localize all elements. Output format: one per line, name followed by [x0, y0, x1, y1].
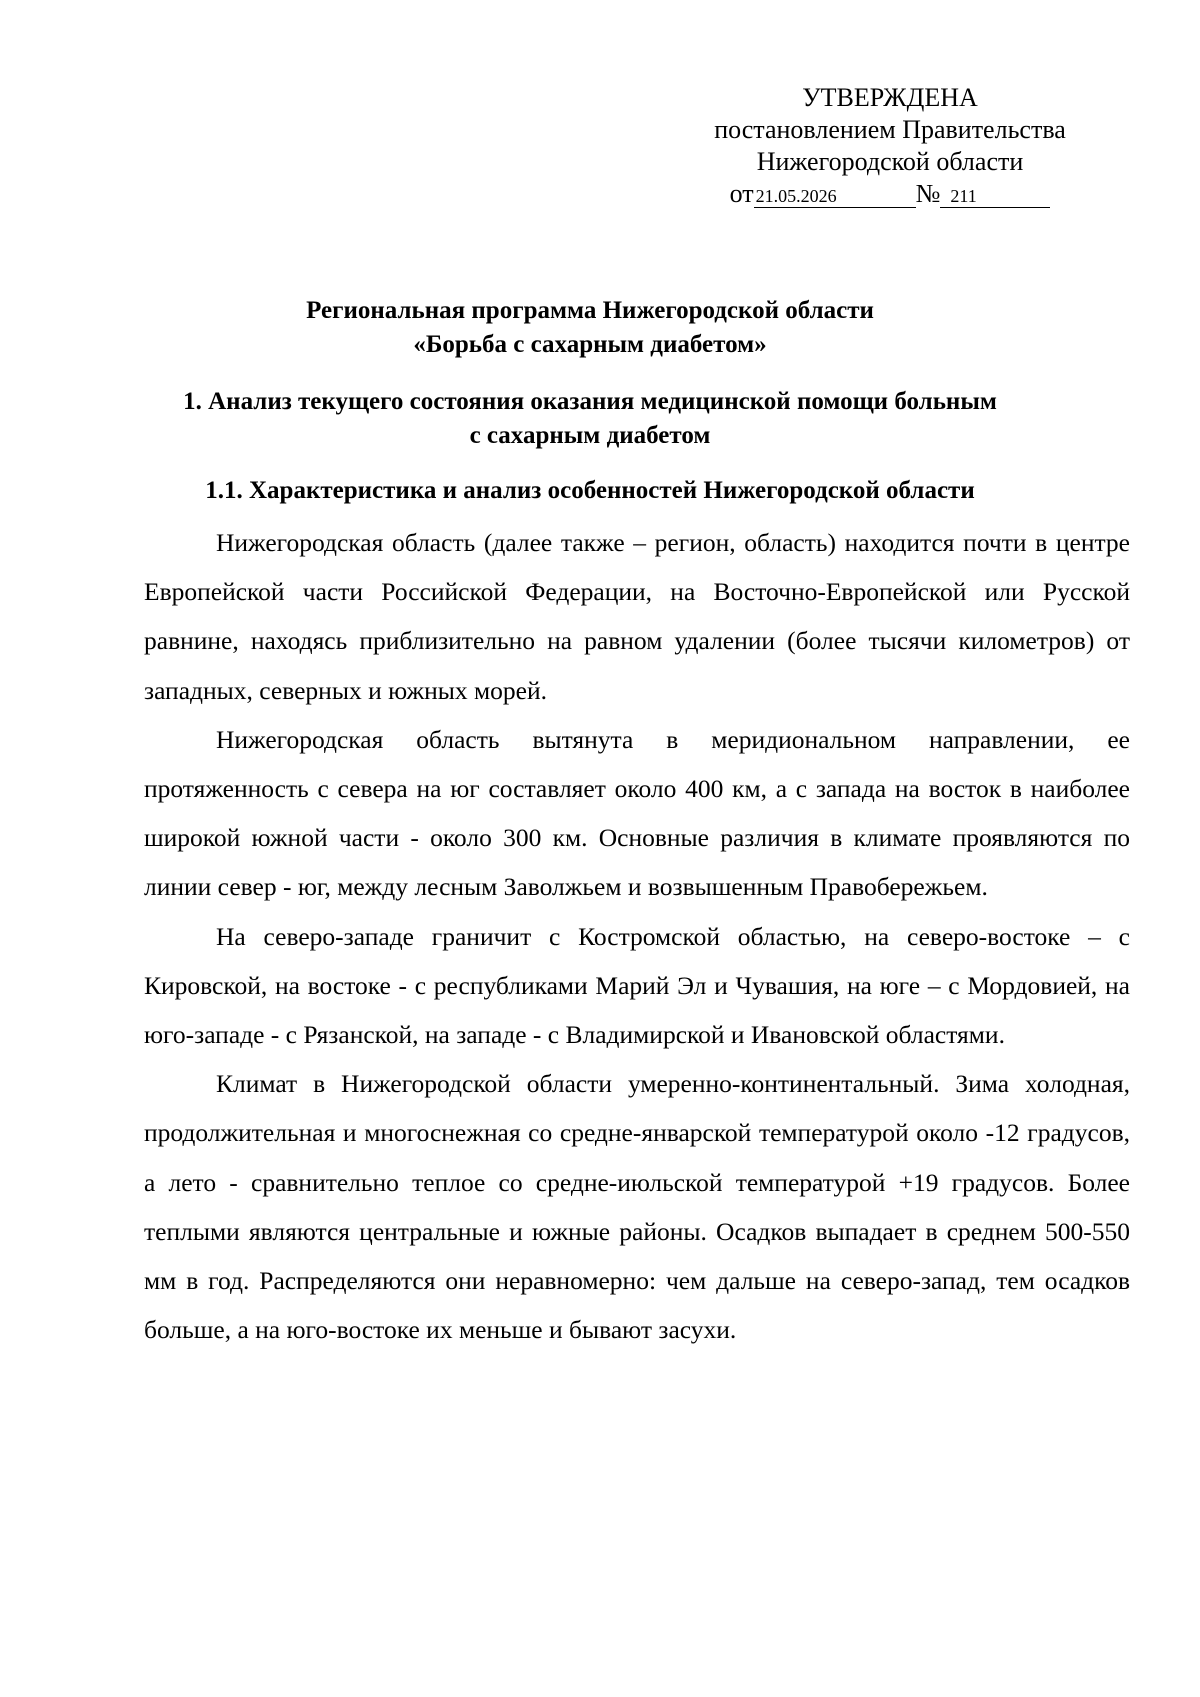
approval-heading: УТВЕРЖДЕНА: [802, 83, 978, 112]
program-title: [130, 294, 1050, 362]
approval-line-1: постановлением Правительства: [714, 115, 1066, 144]
approval-block: [680, 82, 1100, 210]
paragraph: Климат в Нижегородской области умеренно-континентальный. Зима холодная, продолжительная и многоснежная со средне-январской температурой около -12 градусов, а лето - сравнительно теплое со средне-июльской температурой +19 градусов. Более теплыми являются центральные и южные районы. Осадков выпадает в среднем 500-550 мм в год. Распределяются они неравномерно: чем дальше на северо-запад, тем осадков больше, а на юго-востоке их меньше и бывают засухи.: [144, 1069, 1130, 1345]
program-title-line-2: «Борьба с сахарным диабетом»: [413, 331, 767, 358]
approval-date-line: [680, 178, 1100, 210]
approval-line-2: Нижегородской области: [756, 147, 1024, 176]
number-prefix: №: [915, 179, 941, 208]
paragraph: Нижегородская область (далее также – регион, область) находится почти в центре Европейской части Российской Федерации, на Восточно-Европейской или Русской равнине, находясь приблизительно на равном удалении (более тысячи километров) от западных, северных и южных морей.: [144, 528, 1130, 705]
subsection-1-1-title: 1.1. Характеристика и анализ особенностей Нижегородской области: [205, 477, 975, 504]
section-1-title: [130, 385, 1050, 453]
paragraph: Нижегородская область вытянута в меридиональном направлении, ее протяженность с севера на юг составляет около 400 км, а с запада на восток в наиболее широкой южной части - около 300 км. Основные различия в климате проявляются по линии север - юг, между лесным Заволжьем и возвышенным Правобережьем.: [144, 724, 1130, 902]
program-title-line-1: Региональная программа Нижегородской области: [306, 297, 874, 324]
approval-date: 21.05.2026: [754, 185, 916, 208]
body-text: [144, 518, 1130, 1354]
date-prefix: от: [729, 179, 754, 208]
paragraph: На северо-западе граничит с Костромской областью, на северо-востоке – с Кировской, на востоке - с республиками Марий Эл и Чувашия, на юге – с Мордовией, на юго-западе - с Рязанской, на западе - с Владимирской и Ивановской областями.: [144, 921, 1130, 1050]
approval-number: 211: [940, 185, 1050, 208]
section-1-title-line-2: с сахарным диабетом: [469, 422, 711, 449]
section-1-title-line-1: 1. Анализ текущего состояния оказания медицинской помощи больным: [183, 388, 997, 415]
